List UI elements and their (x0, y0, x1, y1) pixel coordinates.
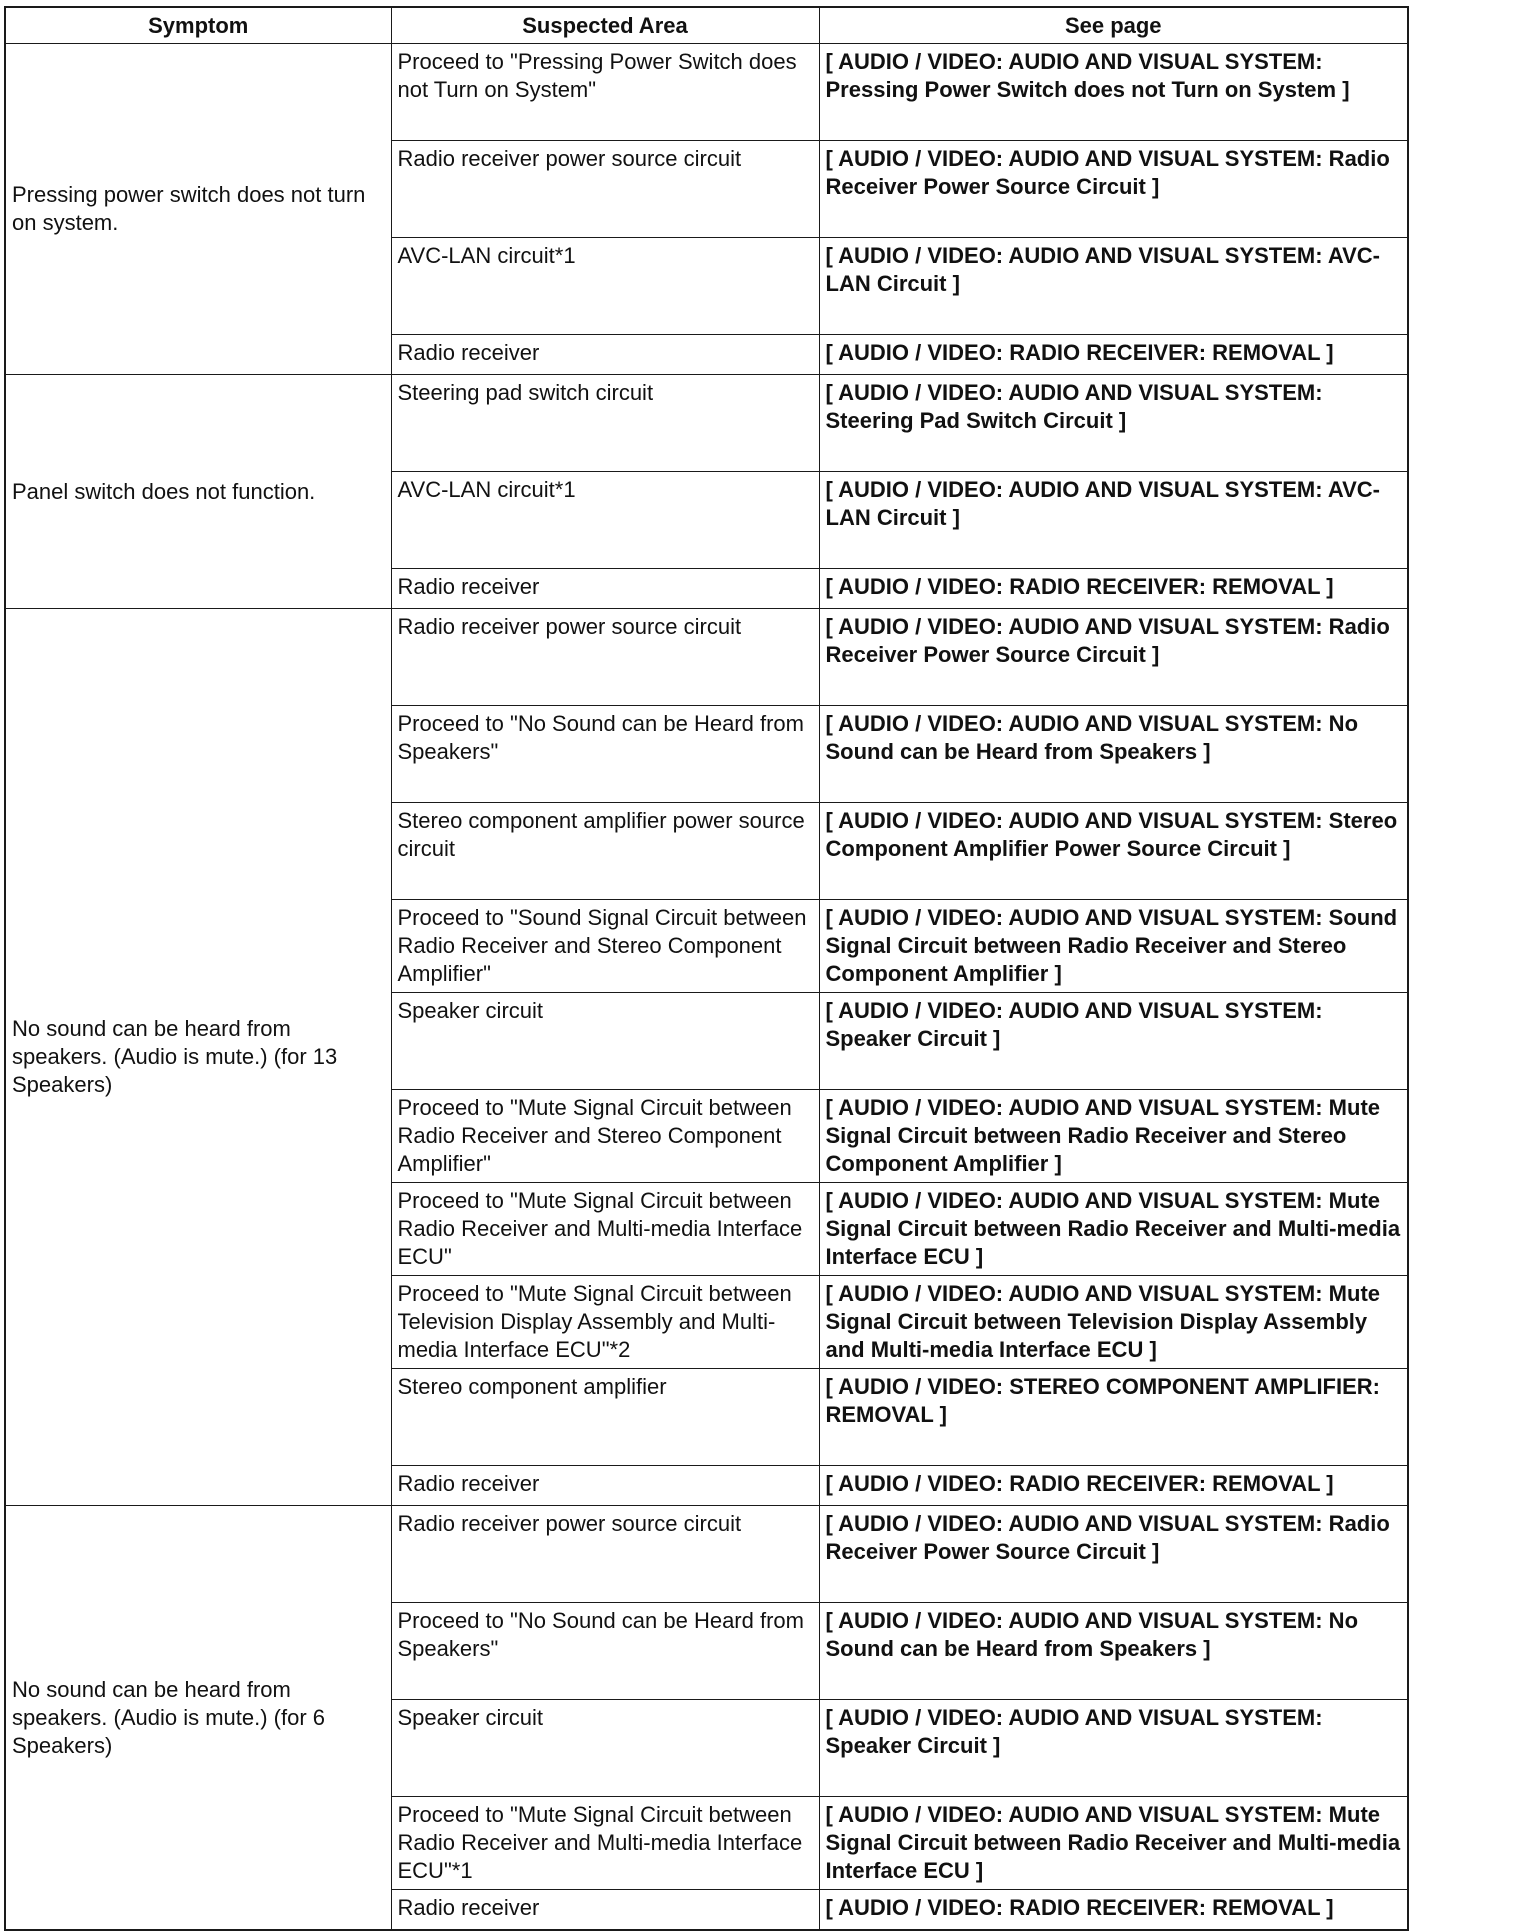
suspected-area-cell: Radio receiver (391, 1890, 819, 1931)
suspected-area-cell: Radio receiver (391, 1466, 819, 1506)
header-symptom: Symptom (5, 7, 391, 44)
symptom-cell: Pressing power switch does not turn on system. (5, 44, 391, 375)
see-page-link[interactable]: [ AUDIO / VIDEO: AUDIO AND VISUAL SYSTEM: Speaker Circuit ] (819, 1700, 1408, 1797)
see-page-link[interactable]: [ AUDIO / VIDEO: AUDIO AND VISUAL SYSTEM: No Sound can be Heard from Speakers ] (819, 706, 1408, 803)
symptom-cell: Panel switch does not function. (5, 375, 391, 609)
see-page-link[interactable]: [ AUDIO / VIDEO: STEREO COMPONENT AMPLIFIER: REMOVAL ] (819, 1369, 1408, 1466)
header-row (5, 7, 1408, 44)
suspected-area-cell: Proceed to "Mute Signal Circuit between Radio Receiver and Stereo Component Amplifier" (391, 1090, 819, 1183)
table-row (5, 375, 1408, 472)
suspected-area-cell: Stereo component amplifier (391, 1369, 819, 1466)
see-page-link[interactable]: [ AUDIO / VIDEO: AUDIO AND VISUAL SYSTEM: AVC-LAN Circuit ] (819, 472, 1408, 569)
suspected-area-cell: Radio receiver power source circuit (391, 141, 819, 238)
see-page-link[interactable]: [ AUDIO / VIDEO: AUDIO AND VISUAL SYSTEM: AVC-LAN Circuit ] (819, 238, 1408, 335)
see-page-link[interactable]: [ AUDIO / VIDEO: AUDIO AND VISUAL SYSTEM: Radio Receiver Power Source Circuit ] (819, 141, 1408, 238)
symptom-cell: No sound can be heard from speakers. (Audio is mute.) (for 6 Speakers) (5, 1506, 391, 1931)
table-row (5, 609, 1408, 706)
suspected-area-cell: Radio receiver power source circuit (391, 1506, 819, 1603)
see-page-link[interactable]: [ AUDIO / VIDEO: AUDIO AND VISUAL SYSTEM: Steering Pad Switch Circuit ] (819, 375, 1408, 472)
table-row (5, 1506, 1408, 1603)
see-page-link[interactable]: [ AUDIO / VIDEO: AUDIO AND VISUAL SYSTEM: No Sound can be Heard from Speakers ] (819, 1603, 1408, 1700)
symptom-cell: No sound can be heard from speakers. (Audio is mute.) (for 13 Speakers) (5, 609, 391, 1506)
suspected-area-cell: Proceed to "Pressing Power Switch does not Turn on System" (391, 44, 819, 141)
see-page-link[interactable]: [ AUDIO / VIDEO: AUDIO AND VISUAL SYSTEM: Sound Signal Circuit between Radio Receiver and Stereo Component Amplifier ] (819, 900, 1408, 993)
suspected-area-cell: Stereo component amplifier power source circuit (391, 803, 819, 900)
see-page-link[interactable]: [ AUDIO / VIDEO: AUDIO AND VISUAL SYSTEM: Mute Signal Circuit between Radio Receiver and Multi-media Interface ECU ] (819, 1183, 1408, 1276)
suspected-area-cell: Speaker circuit (391, 993, 819, 1090)
suspected-area-cell: Proceed to "No Sound can be Heard from Speakers" (391, 706, 819, 803)
see-page-link[interactable]: [ AUDIO / VIDEO: AUDIO AND VISUAL SYSTEM: Pressing Power Switch does not Turn on System ] (819, 44, 1408, 141)
suspected-area-cell: Proceed to "Mute Signal Circuit between Television Display Assembly and Multi-media Interface ECU"*2 (391, 1276, 819, 1369)
see-page-link[interactable]: [ AUDIO / VIDEO: RADIO RECEIVER: REMOVAL ] (819, 569, 1408, 609)
document (4, 6, 1409, 1931)
suspected-area-cell: Proceed to "Sound Signal Circuit between Radio Receiver and Stereo Component Amplifier" (391, 900, 819, 993)
suspected-area-cell: AVC-LAN circuit*1 (391, 472, 819, 569)
see-page-link[interactable]: [ AUDIO / VIDEO: AUDIO AND VISUAL SYSTEM: Speaker Circuit ] (819, 993, 1408, 1090)
see-page-link[interactable]: [ AUDIO / VIDEO: AUDIO AND VISUAL SYSTEM: Radio Receiver Power Source Circuit ] (819, 609, 1408, 706)
header-suspected-area: Suspected Area (391, 7, 819, 44)
see-page-link[interactable]: [ AUDIO / VIDEO: AUDIO AND VISUAL SYSTEM: Mute Signal Circuit between Radio Receiver and Stereo Component Amplifier ] (819, 1090, 1408, 1183)
suspected-area-cell: Steering pad switch circuit (391, 375, 819, 472)
suspected-area-cell: Radio receiver power source circuit (391, 609, 819, 706)
see-page-link[interactable]: [ AUDIO / VIDEO: AUDIO AND VISUAL SYSTEM: Mute Signal Circuit between Television Display Assembly and Multi-media Interface ECU ] (819, 1276, 1408, 1369)
see-page-link[interactable]: [ AUDIO / VIDEO: AUDIO AND VISUAL SYSTEM: Mute Signal Circuit between Radio Receiver and Multi-media Interface ECU ] (819, 1797, 1408, 1890)
see-page-link[interactable]: [ AUDIO / VIDEO: RADIO RECEIVER: REMOVAL ] (819, 1466, 1408, 1506)
suspected-area-cell: Speaker circuit (391, 1700, 819, 1797)
problem-symptoms-table (4, 6, 1409, 1931)
suspected-area-cell: Proceed to "Mute Signal Circuit between Radio Receiver and Multi-media Interface ECU"*1 (391, 1797, 819, 1890)
see-page-link[interactable]: [ AUDIO / VIDEO: RADIO RECEIVER: REMOVAL ] (819, 1890, 1408, 1931)
suspected-area-cell: Radio receiver (391, 335, 819, 375)
header-see-page: See page (819, 7, 1408, 44)
suspected-area-cell: AVC-LAN circuit*1 (391, 238, 819, 335)
see-page-link[interactable]: [ AUDIO / VIDEO: AUDIO AND VISUAL SYSTEM: Radio Receiver Power Source Circuit ] (819, 1506, 1408, 1603)
table-row (5, 44, 1408, 141)
see-page-link[interactable]: [ AUDIO / VIDEO: AUDIO AND VISUAL SYSTEM: Stereo Component Amplifier Power Source Circuit ] (819, 803, 1408, 900)
suspected-area-cell: Radio receiver (391, 569, 819, 609)
suspected-area-cell: Proceed to "No Sound can be Heard from Speakers" (391, 1603, 819, 1700)
suspected-area-cell: Proceed to "Mute Signal Circuit between Radio Receiver and Multi-media Interface ECU" (391, 1183, 819, 1276)
see-page-link[interactable]: [ AUDIO / VIDEO: RADIO RECEIVER: REMOVAL ] (819, 335, 1408, 375)
